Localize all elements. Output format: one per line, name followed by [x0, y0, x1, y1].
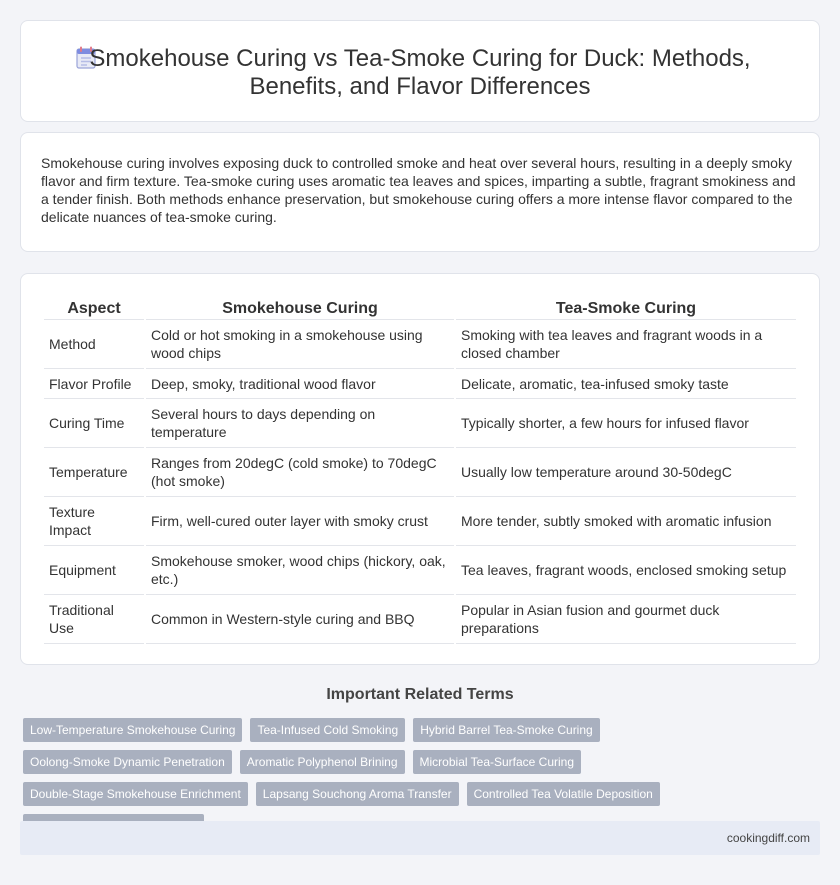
related-terms-list [23, 718, 813, 838]
cell-aspect: Method [44, 320, 144, 369]
cell-smokehouse: Cold or hot smoking in a smokehouse using wood chips [146, 320, 454, 369]
cell-tea-smoke: Popular in Asian fusion and gourmet duck preparations [456, 595, 796, 644]
comparison-table-card [20, 273, 820, 665]
table-row [44, 448, 796, 497]
intro-card [20, 132, 820, 252]
cell-smokehouse: Common in Western-style curing and BBQ [146, 595, 454, 644]
cell-tea-smoke: More tender, subtly smoked with aromatic infusion [456, 497, 796, 546]
cell-smokehouse: Smokehouse smoker, wood chips (hickory, oak, etc.) [146, 546, 454, 595]
related-term-tag[interactable]: Aromatic Polyphenol Brining [240, 750, 405, 774]
table-row [44, 595, 796, 644]
table-row [44, 320, 796, 369]
cell-tea-smoke: Delicate, aromatic, tea-infused smoky taste [456, 369, 796, 399]
cell-tea-smoke: Typically shorter, a few hours for infused flavor [456, 399, 796, 448]
cell-smokehouse: Several hours to days depending on temperature [146, 399, 454, 448]
header-aspect: Aspect [44, 294, 144, 320]
cell-aspect: Curing Time [44, 399, 144, 448]
footer [20, 821, 820, 855]
table-header-row [44, 294, 796, 320]
header-smokehouse: Smokehouse Curing [146, 294, 454, 320]
page-title: Smokehouse Curing vs Tea-Smoke Curing for Duck: Methods, Benefits, and Flavor Differences [89, 45, 751, 100]
header-tea-smoke: Tea-Smoke Curing [456, 294, 796, 320]
footer-site-link[interactable]: cookingdiff.com [726, 831, 810, 845]
header-card [20, 20, 820, 122]
cell-aspect: Flavor Profile [44, 369, 144, 399]
table-row [44, 546, 796, 595]
cell-aspect: Equipment [44, 546, 144, 595]
table-row [44, 399, 796, 448]
cell-aspect: Temperature [44, 448, 144, 497]
table-row [44, 369, 796, 399]
related-term-tag[interactable]: Microbial Tea-Surface Curing [413, 750, 582, 774]
related-term-tag[interactable]: Double-Stage Smokehouse Enrichment [23, 782, 248, 806]
table-row [44, 497, 796, 546]
cell-tea-smoke: Smoking with tea leaves and fragrant woods in a closed chamber [456, 320, 796, 369]
cell-smokehouse: Deep, smoky, traditional wood flavor [146, 369, 454, 399]
cell-aspect: Texture Impact [44, 497, 144, 546]
cell-aspect: Traditional Use [44, 595, 144, 644]
comparison-table [42, 294, 798, 644]
cell-tea-smoke: Tea leaves, fragrant woods, enclosed smoking setup [456, 546, 796, 595]
related-term-tag[interactable]: Low-Temperature Smokehouse Curing [23, 718, 242, 742]
related-terms-title: Important Related Terms [326, 686, 514, 703]
cell-smokehouse: Firm, well-cured outer layer with smoky crust [146, 497, 454, 546]
related-term-tag[interactable]: Tea-Infused Cold Smoking [250, 718, 405, 742]
related-term-tag[interactable]: Lapsang Souchong Aroma Transfer [256, 782, 459, 806]
related-term-tag[interactable]: Hybrid Barrel Tea-Smoke Curing [413, 718, 600, 742]
cell-tea-smoke: Usually low temperature around 30-50degC [456, 448, 796, 497]
related-term-tag[interactable]: Oolong-Smoke Dynamic Penetration [23, 750, 232, 774]
related-term-tag[interactable]: Controlled Tea Volatile Deposition [467, 782, 660, 806]
cell-smokehouse: Ranges from 20degC (cold smoke) to 70degC (hot smoke) [146, 448, 454, 497]
intro-paragraph: Smokehouse curing involves exposing duck to controlled smoke and heat over several hours, resulting in a deeply smoky flavor and firm texture. Tea-smoke curing uses aromatic tea leaves and spices, imparting a subtle, fragrant smokiness and a tender finish. Both methods enhance preservation, but smokehouse curing offers a more intense flavor compared to the delicate nuances of tea-smoke curing. [41, 155, 796, 225]
